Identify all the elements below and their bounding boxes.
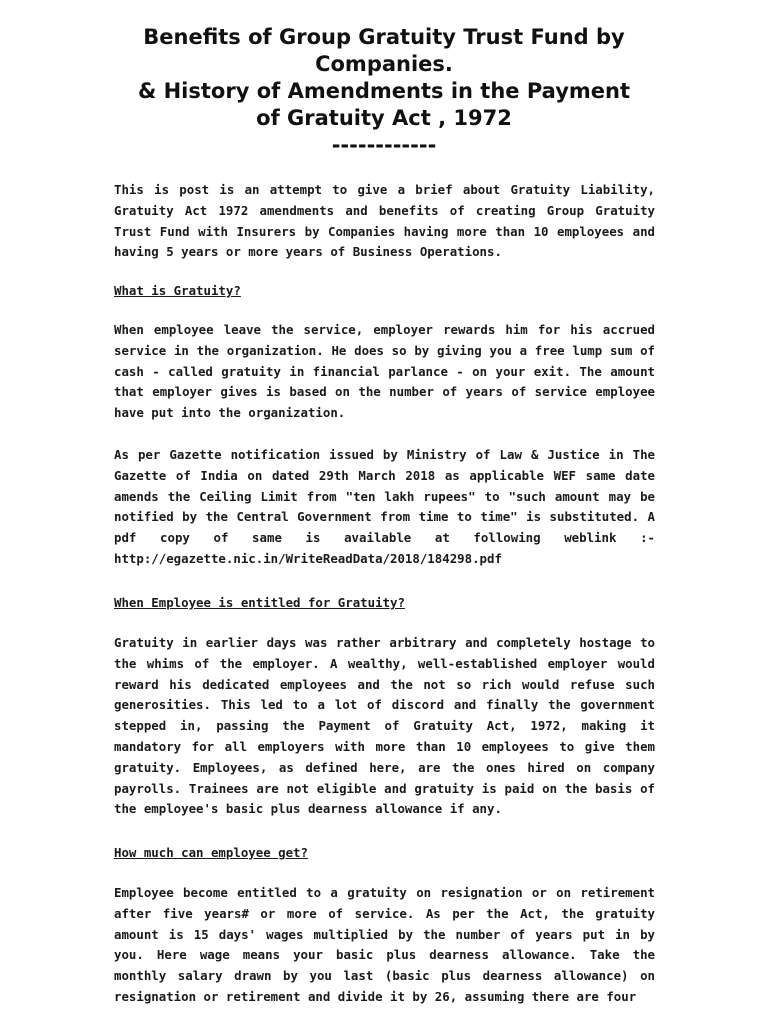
paragraph-gratuity-history: Gratuity in earlier days was rather arbitrary and completely hostage to the whims of the employer. A wealthy, well-established employer would reward his dedicated employees and the not so rich would refuse such generosities. This led to a lot of discord and finally the government stepped in, passing the Payment of Gratuity Act, 1972, making it mandatory for all employers with more than 10 employees to give them gratuity. Employees, as defined here, are the ones hired on company payrolls. Trainees are not eligible and gratuity is paid on the basis of the employee's basic plus dearness allowance if any. — [114, 635, 655, 817]
title-divider: ------------ — [331, 133, 437, 157]
title-line-4: of Gratuity Act , 1972 — [256, 106, 512, 130]
intro-paragraph: This is post is an attempt to give a brief about Gratuity Liability, Gratuity Act 1972 amendments and benefits of creating Group Gratuity Trust Fund with Insurers by Companies having more than 10 employees and having 5 years or more years of Business Operations. — [114, 182, 655, 260]
paragraph-gazette-notification: As per Gazette notification issued by Ministry of Law & Justice in The Gazette of India on dated 29th March 2018 as applicable WEF same date amends the Ceiling Limit from "ten lakh rupees" to "such amount may be notified by the Central Government from time to time" is substituted. A pdf copy of same is available at following weblink :- http://egazette.nic.in/WriteReadData/2018/184298.pdf — [114, 447, 655, 566]
title-line-3: & History of Amendments in the Payment — [137, 79, 631, 103]
title-line-1: Benefits of Group Gratuity Trust Fund by — [143, 25, 625, 49]
paragraph-gratuity-definition: When employee leave the service, employer rewards him for his accrued service in the organization. He does so by giving you a free lump sum of cash - called gratuity in financial parlance - on your exit. The amount that employer gives is based on the number of years of service employee have put into the organization. — [114, 322, 655, 421]
section-heading-entitlement: When Employee is entitled for Gratuity? — [114, 595, 405, 610]
paragraph-gratuity-amount: Employee become entitled to a gratuity on resignation or on retirement after five years# or more of service. As per the Act, the gratuity amount is 15 days' wages multiplied by the number of years put in by you. Here wage means your basic plus dearness allowance. Take the monthly salary drawn by you last (basic plus dearness allowance) on resignation or retirement and divide it by 26, assuming there are four — [114, 885, 655, 1004]
document-title — [100, 24, 668, 159]
section-heading-how-much: How much can employee get? — [114, 845, 308, 860]
title-line-2: Companies. — [315, 52, 453, 76]
section-heading-what-is-gratuity: What is Gratuity? — [114, 283, 241, 298]
